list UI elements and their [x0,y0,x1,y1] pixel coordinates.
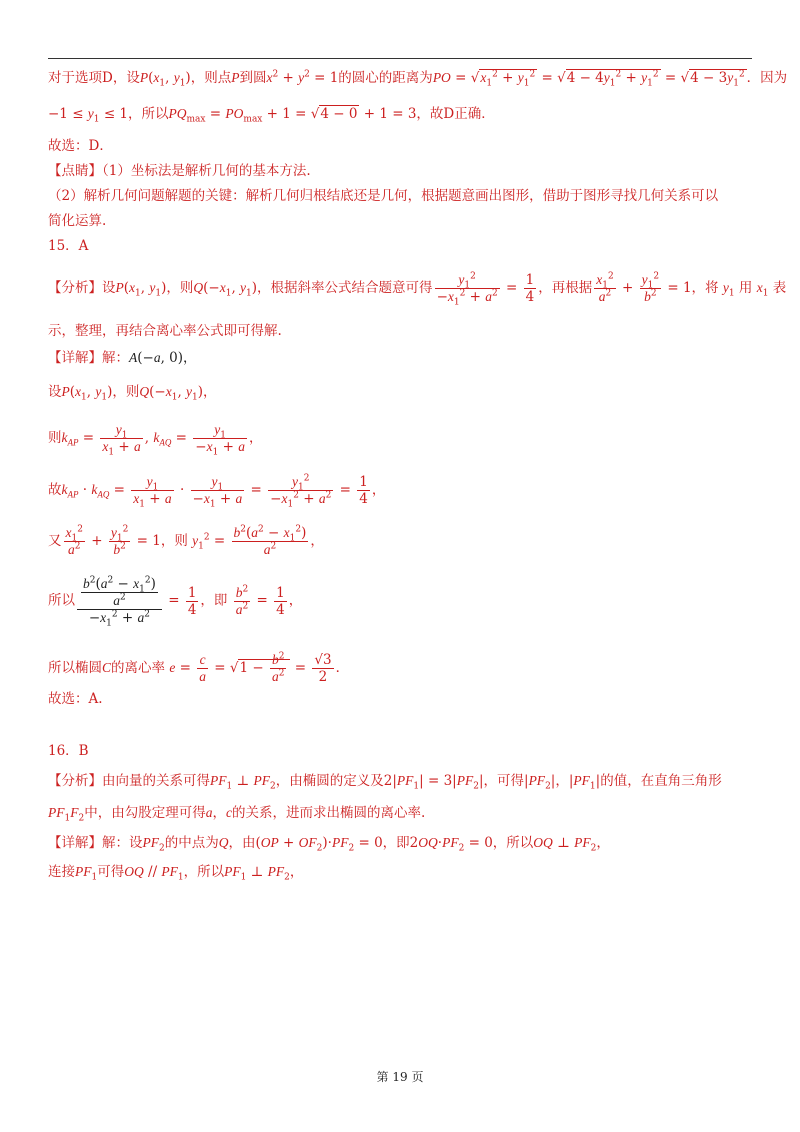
line-18: 16．B [48,743,89,759]
line-15: 所以 $\frac{\frac{b^2(a^2 - x_1^2)}{a^2}}{-x_1^2 + a^2}$ = $\frac{1}{4}$ ，即 $\frac{b^2}{a^2}$ = $\frac{1}{4}$ ， [48,575,303,629]
line-1: 对于选项D，设$P(x_1$, $y_1$)，则点P到圆$x^2 + y^2 = 1$的圆心的距离为PO = $√x_1^2 + y_1^2 = √4 - 4y_1^2 + y_1^2 = √4 - 3y_1^2$ ．因为 [48,69,788,89]
line-2: $-1 \le y_1 \le 1$，所以$PQ_{max} = PO_{max} + 1 = √4 - 0 + 1 = 3$，故D正确． [48,106,495,125]
line-4: 【点睛】（1）坐标法是解析几何的基本方法. [48,163,311,179]
line-12: 则$k_{AP}$ = $\frac{y_1}{x_1 + a}$ , $k_{AQ}$ = $\frac{y_1}{-x_1 + a}$ ， [48,422,263,458]
line-21: 【详解】解：设$PF_2$的中点为Q，由$(OP + OF_2)\cdot PF_2 = 0$，即$2OQ\cdot PF_2 = 0$，所以OQ ⊥ $PF_2$， [48,835,610,854]
line-10: 【详解】解：A(−a, 0)， [48,350,197,366]
line-16: 所以椭圆C的离心率 e = $\frac{c}{a}$ = √1 − $\frac{b^2}{a^2}$ = $\frac{√3}{2}$ ． [48,651,350,685]
line-5: （2）解析几何问题解题的关键：解析几何归根结底还是几何，根据题意画出图形，借助于图形寻找几何关系可以 [48,188,719,204]
line-19: 【分析】由向量的关系可得$PF_1$ ⊥ $PF_2$，由椭圆的定义及$2|PF_1| = 3|PF_2|$，可得$|PF_2|$，$|PF_1|$的值，在直角三角形 [48,773,722,792]
line-11: 设$P(x_1$, $y_1$)，则$Q(-x_1$, $y_1$)， [48,384,217,403]
line-3: 故选：D． [48,138,113,154]
line-7: 15．A [48,238,89,254]
header-rule [48,58,752,59]
line-22: 连接$PF_1$可得OQ // $PF_1$，所以$PF_1$ ⊥ $PF_2$， [48,864,304,883]
line-20: $PF_1F_2$中，由勾股定理可得a，c的关系，进而求出椭圆的离心率. [48,805,426,824]
line-9: 示，整理，再结合离心率公式即可得解. [48,323,282,339]
line-14: 又 $\frac{x_1^2}{a^2}$ + $\frac{y_1^2}{b^2}$ = 1，则 $y_1^2$ = $\frac{b^2(a^2 - x_1^2)}{a^2}$ ， [48,524,324,557]
line-13: 故$k_{AP} \cdot k_{AQ}$ = $\frac{y_1}{x_1 + a}$ · $\frac{y_1}{-x_1 + a}$ = $\frac{y_1^2}{-x_1^2 + a^2}$ = $\frac{1}{4}$ ， [48,473,386,510]
page-number: 第 19 页 [376,1070,424,1084]
line-6: 简化运算. [48,213,107,229]
line-17: 故选：A. [48,691,103,707]
line-8: 【分析】设$P(x_1$, $y_1$)，则$Q(-x_1$, $y_1$)，根据斜率公式结合题意可得 $\frac{y_1^2}{-x_1^2 + a^2}$ = $\frac{1}{4}$ ，再根据 $\frac{x_1^2}{a^2}$ + $\frac{y_1^2}{b^2}$ = 1，将 $y_1$ 用 $x_1$ 表 [48,271,787,308]
